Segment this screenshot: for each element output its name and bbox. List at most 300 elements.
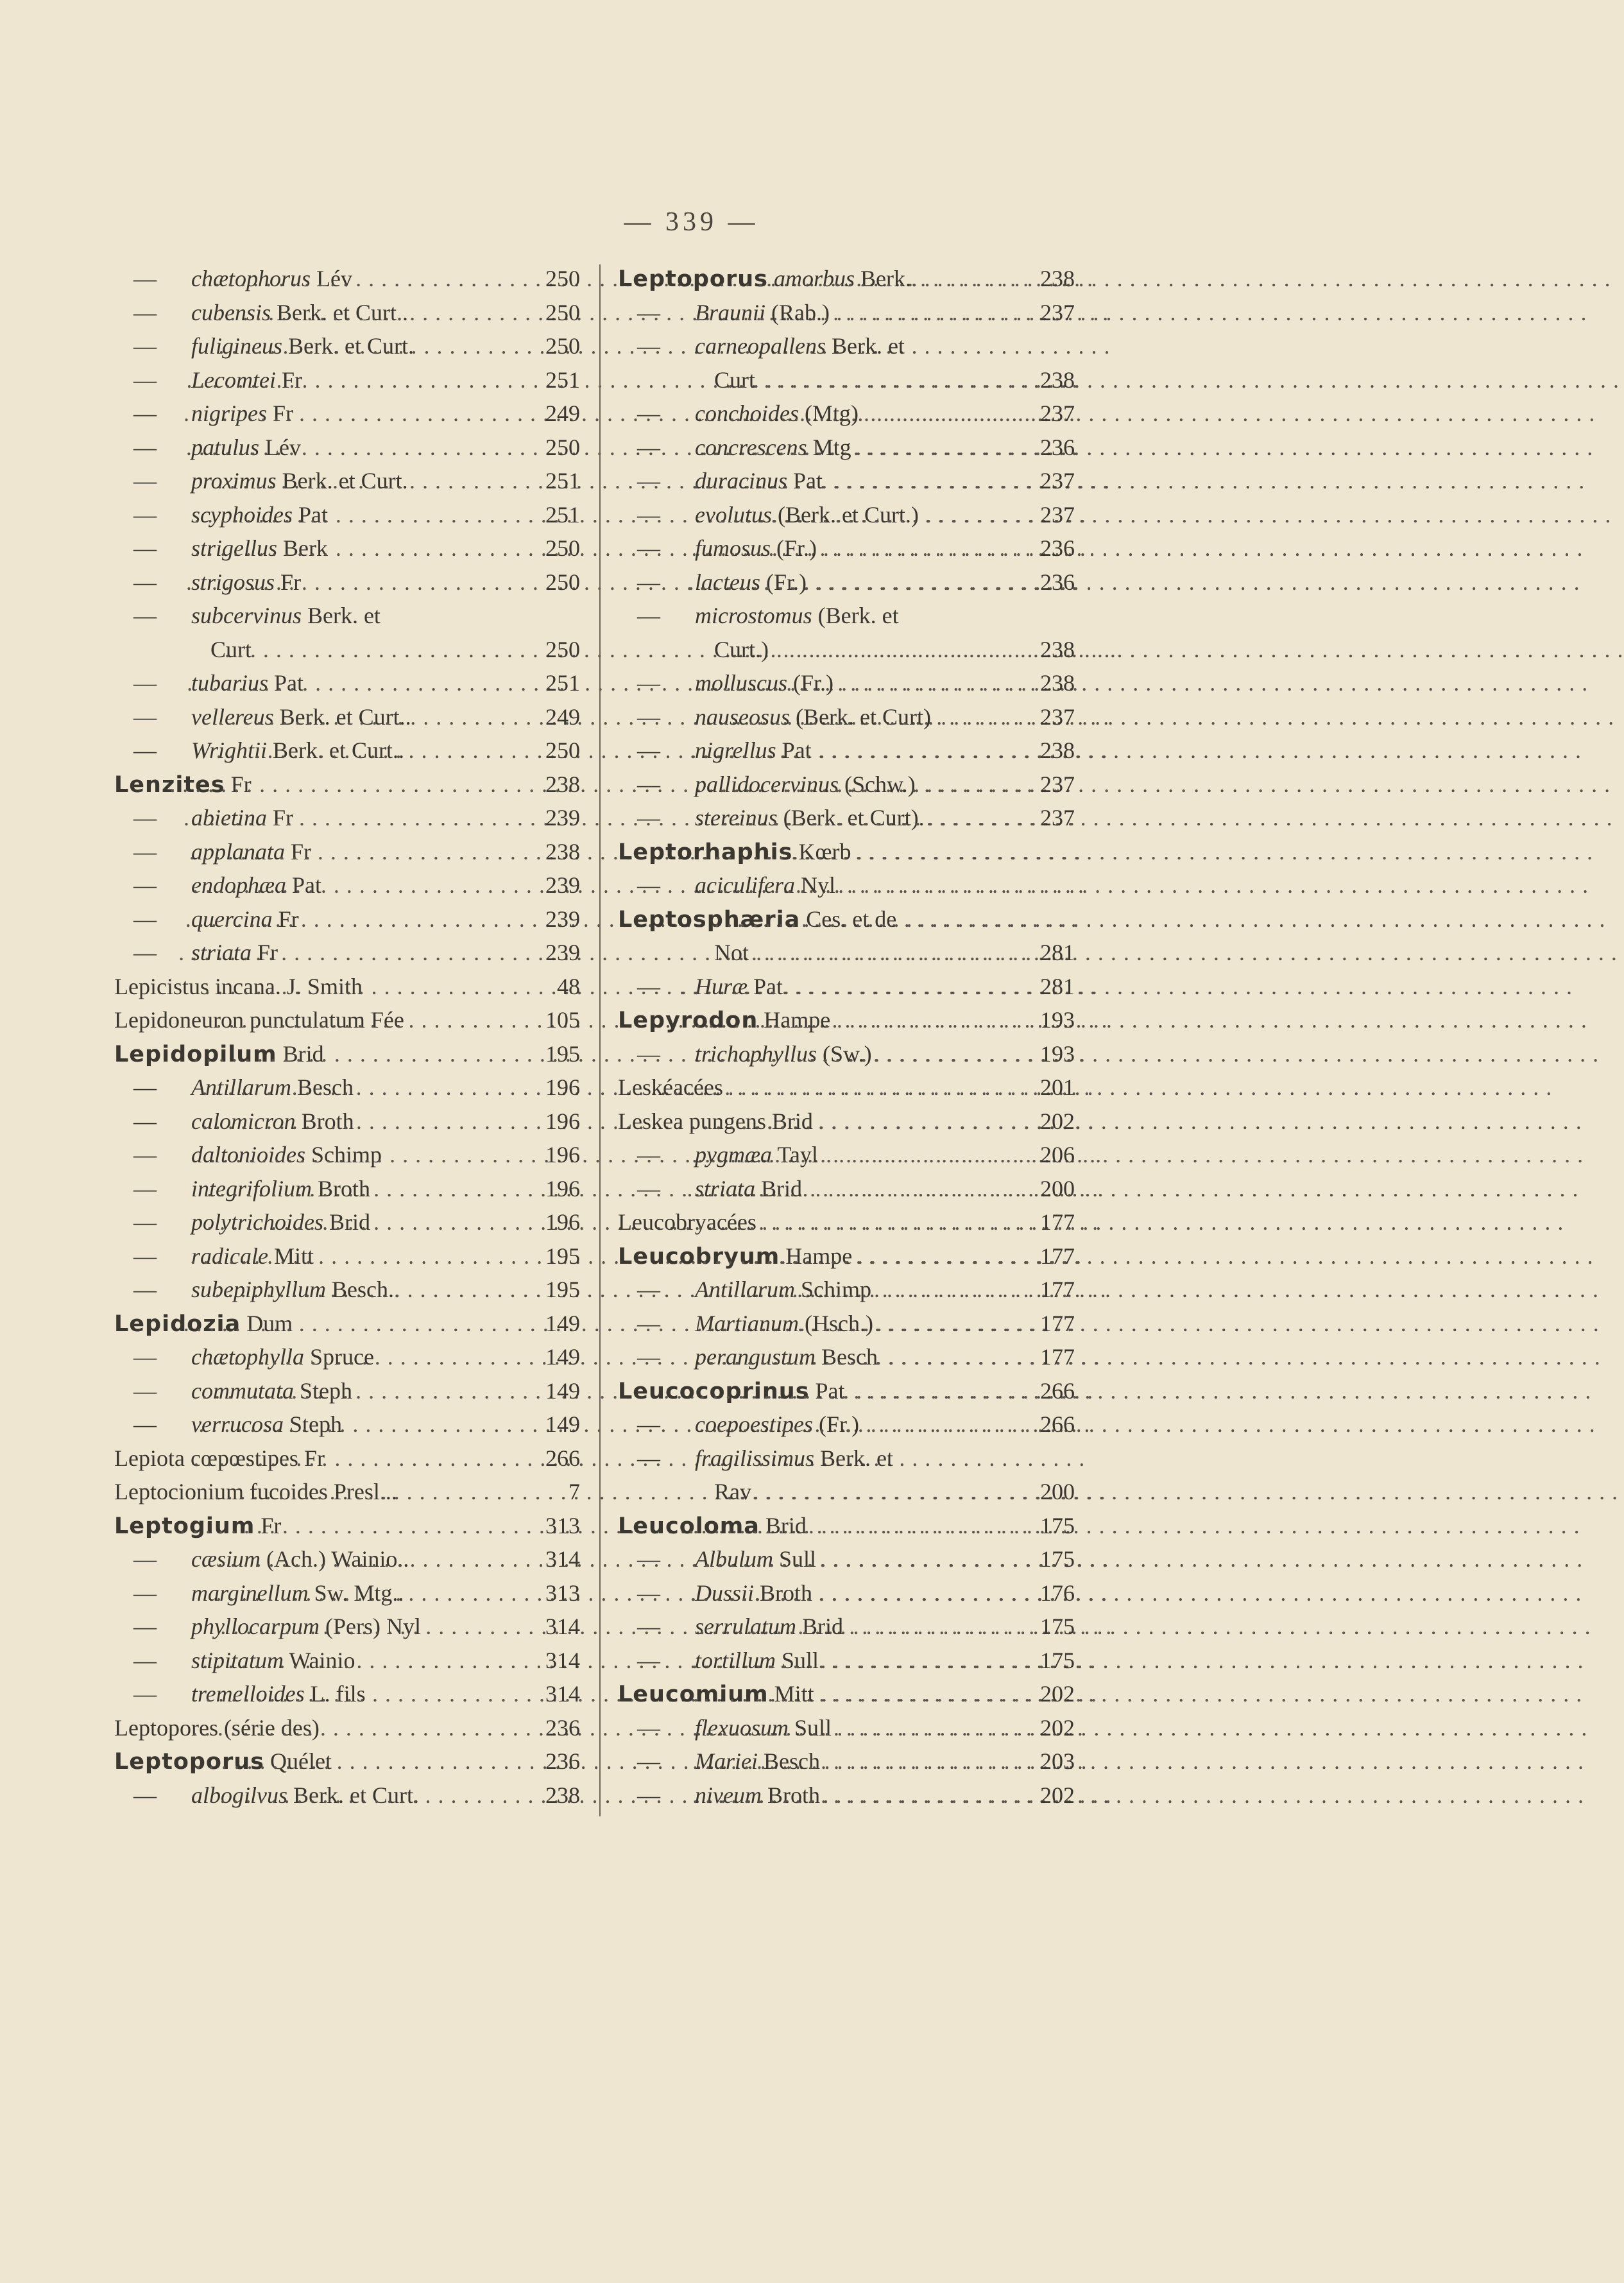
author-name: Sull	[782, 1647, 819, 1673]
dot-leader	[169, 768, 529, 802]
entry-text	[618, 599, 899, 633]
entry-text	[618, 700, 931, 734]
species-name: Lecomtei	[191, 366, 276, 393]
index-entry	[114, 666, 580, 700]
dot-leader	[216, 1576, 529, 1610]
author-name: (Sw.)	[822, 1040, 872, 1067]
entry-text	[114, 902, 299, 936]
entry-text	[114, 599, 380, 633]
index-entry	[618, 1475, 1075, 1509]
entry-text	[114, 329, 414, 363]
ditto-dash: —	[637, 1580, 660, 1606]
dot-leader	[218, 329, 529, 363]
ditto-dash: —	[637, 872, 660, 898]
species-name: striata	[191, 940, 252, 965]
dot-leader	[205, 970, 529, 1004]
dot-leader	[692, 1745, 1021, 1779]
index-entry	[618, 700, 1075, 734]
ditto-dash: —	[133, 1546, 157, 1572]
ditto-dash: —	[637, 1546, 660, 1572]
entry-text	[114, 666, 304, 700]
index-entry	[618, 1745, 1075, 1779]
species-name: vellereus	[191, 703, 274, 730]
species-name: molluscus	[695, 670, 787, 696]
entry-text	[114, 633, 252, 667]
ditto-dash: —	[133, 569, 157, 595]
dot-leader	[681, 970, 1021, 1004]
index-entry	[114, 868, 580, 902]
dot-leader	[699, 1610, 1021, 1644]
genus-name: Lepyrodon	[618, 1008, 758, 1033]
species-name: evolutus	[695, 501, 772, 528]
entry-text	[618, 498, 919, 532]
entry-text	[114, 262, 352, 296]
page-ref: 250	[545, 299, 580, 325]
index-entry	[618, 262, 1075, 296]
index-entry	[618, 1779, 1075, 1813]
dot-leader	[178, 936, 529, 970]
dot-leader	[691, 1542, 1021, 1576]
index-entry	[114, 1779, 580, 1813]
genus-name: Leptorhaphis	[618, 839, 793, 865]
index-entry	[618, 1071, 1075, 1105]
index-entry	[114, 1105, 580, 1139]
index-entry	[114, 498, 580, 532]
index-entry	[114, 431, 580, 465]
page-ref: 314	[545, 1614, 580, 1639]
page-ref: 193	[1040, 1007, 1075, 1033]
ditto-dash: —	[133, 1074, 157, 1100]
dot-leader	[216, 734, 529, 768]
entry-text	[618, 329, 905, 363]
dot-leader	[192, 1711, 529, 1745]
genus-name: Leptogium	[114, 1513, 255, 1539]
index-entry	[114, 835, 580, 869]
ditto-dash: —	[637, 1310, 660, 1336]
entry-text	[114, 1779, 419, 1813]
author-name: Hampe	[764, 1007, 831, 1033]
page-ref: 196	[545, 1209, 580, 1235]
dot-leader	[692, 1779, 1021, 1813]
page-ref: 238	[1040, 670, 1075, 696]
author-name: Fr	[230, 771, 252, 797]
index-entry	[114, 1003, 580, 1037]
index-entry	[618, 1340, 1075, 1374]
entry-text	[114, 1644, 355, 1678]
author-name: Besch	[821, 1344, 878, 1370]
page-ref: 202	[1040, 1714, 1075, 1741]
entry-text	[618, 1509, 807, 1544]
page-ref: 238	[545, 1782, 580, 1808]
dot-leader	[193, 1442, 529, 1476]
entry-text	[618, 1374, 845, 1409]
dot-leader	[688, 565, 1021, 599]
dot-leader	[690, 1105, 1021, 1139]
species-name: calomicron	[191, 1108, 296, 1134]
entry-text	[618, 801, 925, 835]
author-name: (Fr.)	[793, 670, 833, 696]
page-ref: 238	[1040, 266, 1075, 291]
author-name: (Ach.) Wainio..	[266, 1546, 409, 1572]
dot-leader	[707, 1037, 1021, 1071]
author-name: Fr	[291, 838, 312, 865]
author-name: Tayl	[777, 1142, 818, 1167]
index-entry	[114, 633, 580, 667]
index-entry	[618, 1442, 1075, 1476]
index-entry	[618, 1711, 1075, 1745]
author-name: Fr	[281, 366, 302, 393]
species-name: trichophyllus	[695, 1040, 817, 1067]
index-entry	[114, 397, 580, 431]
author-name: Mitt	[273, 1243, 314, 1269]
index-entry	[618, 1037, 1075, 1071]
author-name: Sull	[794, 1714, 832, 1741]
species-name: verrucosa	[191, 1411, 284, 1437]
index-entry	[618, 1408, 1075, 1442]
page-ref: 314	[545, 1546, 580, 1572]
dot-leader	[214, 1475, 529, 1509]
page-ref: 177	[1040, 1243, 1075, 1269]
author-name: Steph	[289, 1411, 342, 1437]
dot-leader	[688, 1509, 1021, 1543]
ditto-dash: —	[133, 333, 157, 359]
species-name: tremelloides	[191, 1681, 305, 1707]
page-ref: 313	[545, 1512, 580, 1538]
index-entry	[618, 936, 1075, 970]
author-name: Besch	[763, 1748, 820, 1774]
index-entry	[618, 565, 1075, 599]
species-name: pygmæa	[695, 1142, 772, 1167]
author-name: Fr	[261, 1512, 282, 1538]
dot-leader	[189, 835, 529, 869]
page-ref: 238	[545, 838, 580, 865]
ditto-dash: —	[133, 737, 157, 763]
dot-leader	[703, 397, 1021, 431]
dot-leader	[721, 801, 1021, 835]
page-ref: 238	[545, 771, 580, 797]
entry-text	[618, 1442, 893, 1476]
entry-text	[618, 1340, 878, 1374]
author-name: Mtg	[812, 434, 851, 460]
index-column-left	[114, 262, 580, 1812]
dot-leader	[225, 633, 529, 667]
species-name: abietina	[191, 805, 267, 831]
entry-text	[618, 1745, 820, 1779]
index-entry	[114, 1408, 580, 1442]
genus-name: Leucoloma	[618, 1513, 760, 1539]
author-name: Berk. et Curt.	[282, 468, 408, 494]
dot-leader	[722, 700, 1021, 734]
index-entry	[114, 768, 580, 802]
ditto-dash: —	[637, 771, 660, 797]
dot-leader	[690, 734, 1021, 768]
dot-leader	[184, 397, 529, 431]
entry-text	[114, 835, 312, 869]
dot-leader	[192, 868, 529, 902]
page-ref: 237	[1040, 805, 1075, 831]
dot-leader	[726, 1475, 1021, 1509]
entry-text	[114, 1442, 325, 1476]
dot-leader	[702, 1239, 1021, 1273]
continuation-text: Curt.)	[714, 636, 769, 662]
author-name: Berk. et Curt..	[276, 299, 408, 325]
entry-text	[114, 1509, 282, 1544]
page-ref: 250	[545, 266, 580, 291]
page-ref: 7	[568, 1479, 580, 1504]
species-name: applanata	[191, 838, 286, 865]
author-name: Fr	[280, 569, 302, 595]
species-name: duracinus	[695, 468, 787, 494]
index-entry	[114, 329, 580, 363]
species-name: concrescens	[695, 434, 807, 460]
entry-text	[114, 1273, 400, 1307]
dot-leader	[693, 464, 1021, 498]
species-name: striata	[695, 1175, 756, 1202]
index-entry	[114, 902, 580, 936]
dot-leader	[708, 1307, 1021, 1341]
species-name: scyphoides	[191, 501, 293, 528]
entry-text	[618, 1205, 756, 1239]
entry-text	[114, 970, 363, 1004]
entry-text	[114, 1239, 314, 1273]
page-ref: 196	[545, 1074, 580, 1100]
index-entry	[114, 734, 580, 768]
page-ref: 236	[1040, 569, 1075, 595]
continuation-text: Curt	[210, 636, 252, 662]
entry-text	[114, 1475, 397, 1509]
species-name: nigrellus	[695, 737, 776, 763]
entry-text	[114, 768, 252, 802]
entry-name: Lepidoneuron punctulatum Fée	[114, 1007, 404, 1033]
dot-leader	[692, 531, 1021, 565]
ditto-dash: —	[637, 1445, 660, 1471]
index-entry	[114, 1239, 580, 1273]
dot-leader	[220, 1779, 529, 1813]
ditto-dash: —	[133, 1175, 157, 1202]
author-name: Berk. et Curt..	[279, 703, 411, 730]
author-name: Dum	[246, 1310, 293, 1336]
index-entry	[618, 1644, 1075, 1678]
species-name: fuligineus	[191, 333, 282, 359]
dot-leader	[184, 1307, 529, 1341]
author-name: Besch..	[331, 1277, 400, 1302]
author-name: Pat	[298, 501, 328, 528]
entry-text	[114, 1172, 371, 1206]
page-ref: 48	[557, 973, 580, 999]
dot-leader	[687, 1172, 1021, 1206]
index-entry	[618, 801, 1075, 835]
index-entry	[114, 1542, 580, 1576]
dot-leader	[210, 1138, 529, 1172]
entry-text	[618, 1576, 813, 1610]
page-ref: 195	[545, 1243, 580, 1269]
author-name: Nyl	[800, 872, 835, 898]
index-entry	[618, 835, 1075, 869]
index-entry	[114, 1172, 580, 1206]
author-name: Sull	[779, 1546, 817, 1572]
page-ref: 237	[1040, 401, 1075, 426]
species-name: aciculifera	[695, 872, 795, 898]
genus-name: Leptoporus	[618, 266, 768, 292]
dot-leader	[696, 1711, 1021, 1745]
ditto-dash: —	[133, 1580, 157, 1606]
author-name: Berk. et Curt..	[273, 737, 404, 763]
dot-leader	[690, 1576, 1021, 1610]
species-name: daltonioides	[191, 1142, 305, 1167]
author-name: (Berk. et Curt)	[796, 703, 931, 730]
page-ref: 313	[545, 1580, 580, 1606]
ditto-dash: —	[133, 940, 157, 965]
ditto-dash: —	[133, 703, 157, 730]
page-ref: 250	[545, 535, 580, 561]
entry-text	[618, 1542, 817, 1576]
page-ref: 249	[545, 401, 580, 426]
entry-text	[114, 397, 294, 431]
page-ref: 266	[545, 1445, 580, 1471]
dot-leader	[660, 1071, 1021, 1105]
entry-name: Leskéacées	[618, 1074, 723, 1100]
author-name: Pat	[274, 670, 304, 696]
ditto-dash: —	[133, 1209, 157, 1235]
page-ref: 105	[545, 1007, 580, 1033]
species-name: Wrightii	[191, 737, 268, 763]
author-name: Fr	[273, 401, 294, 426]
index-entry	[114, 363, 580, 397]
page-ref: 195	[545, 1040, 580, 1067]
ditto-dash: —	[133, 1614, 157, 1639]
ditto-dash: —	[133, 501, 157, 528]
dot-leader	[672, 1205, 1021, 1239]
index-entry	[618, 1273, 1075, 1307]
ditto-dash: —	[637, 1647, 660, 1673]
species-name: Antillarum	[695, 1277, 796, 1302]
index-entry	[618, 363, 1075, 397]
index-entry	[114, 1711, 580, 1745]
ditto-dash: —	[133, 906, 157, 932]
species-name: stipitatum	[191, 1647, 284, 1673]
page-ref: 237	[1040, 468, 1075, 494]
page-ref: 149	[545, 1310, 580, 1336]
ditto-dash: —	[133, 468, 157, 494]
dot-leader	[707, 1273, 1021, 1307]
genus-name: Leptoporus	[114, 1749, 264, 1775]
dot-leader	[186, 565, 529, 599]
author-name: Pat	[815, 1377, 845, 1404]
species-name: Martianum	[695, 1310, 799, 1336]
page-ref: 177	[1040, 1344, 1075, 1370]
entry-text	[114, 1205, 370, 1239]
species-name: tubarius	[191, 670, 269, 696]
ditto-dash: —	[133, 670, 157, 696]
page-ref: 149	[545, 1377, 580, 1404]
species-name: tortillum	[695, 1647, 776, 1673]
species-name: Huræ	[695, 973, 748, 999]
species-name: niveum	[695, 1782, 762, 1808]
dot-leader	[217, 1542, 529, 1576]
index-entry	[618, 599, 1075, 633]
dot-leader	[697, 868, 1021, 902]
entry-text	[114, 1003, 404, 1037]
author-name: Broth	[767, 1782, 820, 1808]
species-name: conchoides	[695, 401, 799, 426]
ditto-dash: —	[637, 670, 660, 696]
species-name: Braunii	[695, 299, 766, 325]
ditto-dash: —	[637, 1748, 660, 1774]
entry-text	[114, 1071, 354, 1105]
author-name: (Rab.)	[771, 299, 830, 325]
species-name: radicale	[191, 1243, 268, 1269]
dot-leader	[184, 801, 529, 835]
ditto-dash: —	[637, 401, 660, 426]
page-ref: 251	[545, 670, 580, 696]
index-entry	[618, 768, 1075, 802]
entry-text	[618, 1071, 723, 1105]
dot-leader	[194, 498, 529, 532]
author-name: Berk. et Curt.	[288, 333, 414, 359]
page-ref: 250	[545, 737, 580, 763]
entry-text	[114, 1745, 332, 1779]
page-ref: 149	[545, 1344, 580, 1370]
species-name: Albulum	[695, 1546, 773, 1572]
species-name: coepoestipes	[695, 1411, 813, 1437]
entry-text	[114, 868, 322, 902]
ditto-dash: —	[133, 805, 157, 831]
ditto-dash: —	[133, 299, 157, 325]
index-entry	[114, 565, 580, 599]
dot-leader	[217, 296, 529, 330]
entry-text	[618, 431, 851, 465]
index-entry	[618, 970, 1075, 1004]
entry-text	[618, 1037, 872, 1071]
author-name: (Fr.)	[765, 569, 807, 595]
index-entry	[114, 1071, 580, 1105]
index-entry	[114, 1374, 580, 1408]
index-entry	[618, 868, 1075, 902]
index-entry	[114, 1442, 580, 1476]
author-name: Brid	[282, 1040, 324, 1067]
species-name: strigellus	[191, 535, 278, 561]
entry-text	[618, 768, 916, 802]
entry-text	[114, 296, 408, 330]
genus-name: Lenzites	[114, 771, 225, 798]
species-name: Antillarum	[191, 1074, 292, 1100]
index-entry	[114, 1340, 580, 1374]
entry-text	[114, 734, 404, 768]
entry-text	[618, 835, 851, 870]
page-ref: 196	[545, 1175, 580, 1202]
ditto-dash: —	[133, 1277, 157, 1302]
species-name: fragilissimus	[695, 1445, 815, 1471]
page-ref: 249	[545, 703, 580, 730]
entry-text	[618, 970, 783, 1004]
dot-leader	[207, 1172, 529, 1206]
author-name: (Hsch.)	[805, 1310, 873, 1336]
entry-text	[618, 397, 859, 431]
entry-name: Lepiota cœpœstipes Fr	[114, 1445, 325, 1471]
species-name: quercina	[191, 906, 273, 932]
continuation-text: Rav	[714, 1479, 751, 1504]
entry-text	[618, 734, 812, 768]
entry-text	[618, 868, 835, 902]
genus-name: Leucomium	[618, 1682, 769, 1707]
author-name: (Berk. et	[817, 603, 899, 628]
index-entry	[114, 1576, 580, 1610]
entry-text	[618, 633, 769, 667]
author-name: (Pers) Nyl	[325, 1614, 421, 1639]
ditto-dash: —	[637, 1175, 660, 1202]
index-entry	[114, 464, 580, 498]
author-name: Lév	[265, 434, 301, 460]
